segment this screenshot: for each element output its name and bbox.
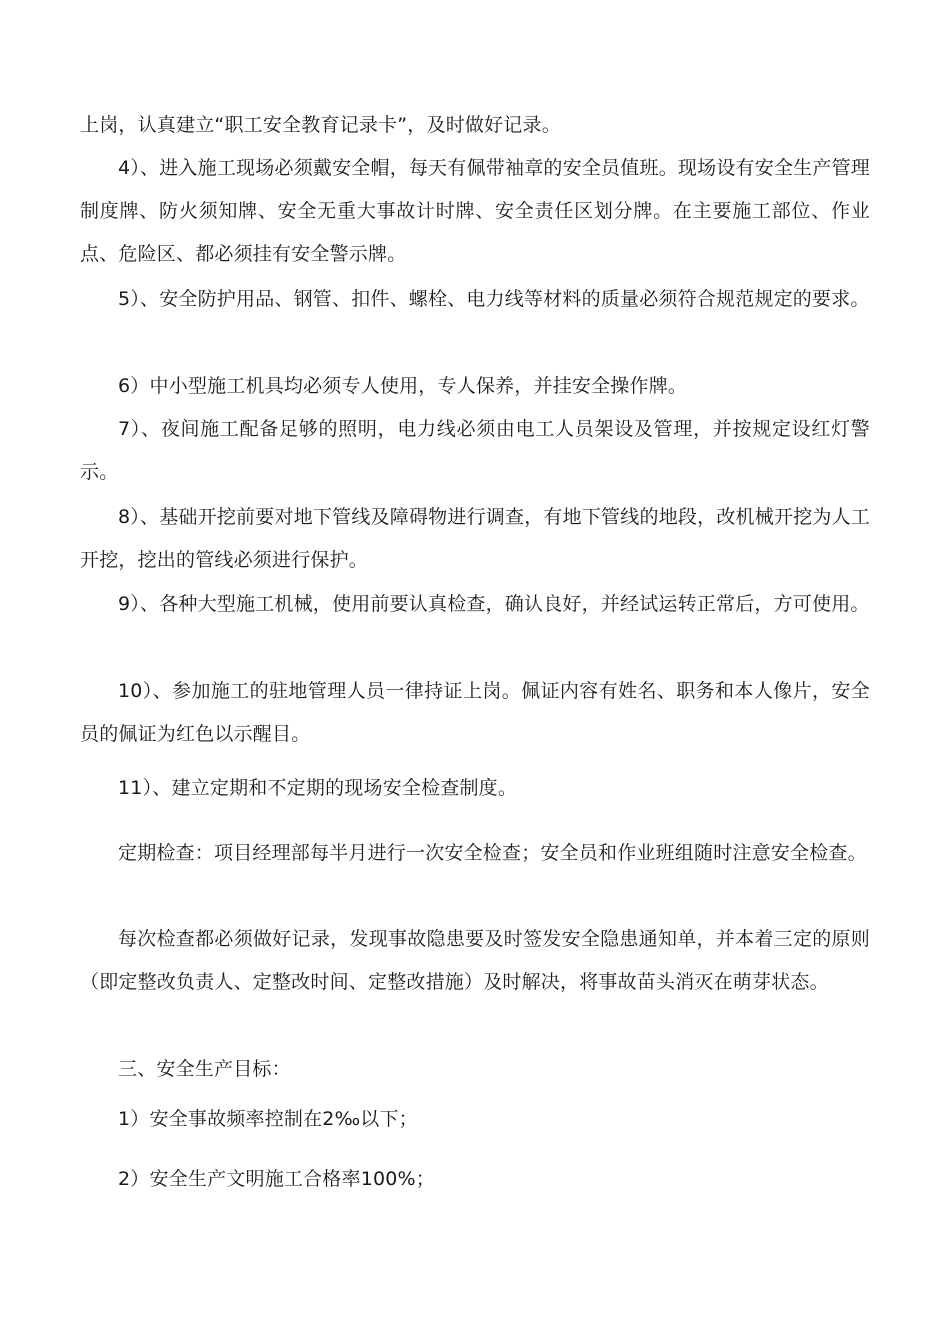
paragraph-item-8: 8）、基础开挖前要对地下管线及障碍物进行调查，有地下管线的地段，改机械开挖为人工开挖，挖出的管线必须进行保护。 [80, 506, 870, 571]
paragraph-item-11: 11）、建立定期和不定期的现场安全检查制度。 [118, 777, 518, 799]
section-heading-safety-goals: 三、安全生产目标： [118, 1058, 291, 1080]
goal-item-2: 2）安全生产文明施工合格率100%； [118, 1168, 436, 1190]
paragraph-continuation: 上岗，认真建立“职工安全教育记录卡”，及时做好记录。 [80, 114, 561, 136]
paragraph-item-4: 4）、进入施工现场必须戴安全帽，每天有佩带袖章的安全员值班。现场设有安全生产管理制度牌、防火须知牌、安全无重大事故计时牌、安全责任区划分牌。在主要施工部位、作业点、危险区、都必须挂有安全警示牌。 [80, 157, 870, 265]
paragraph-item-7: 7）、夜间施工配备足够的照明，电力线必须由电工人员架设及管理，并按规定设红灯警示。 [80, 418, 870, 483]
goal-item-1: 1）安全事故频率控制在2‰以下； [118, 1108, 418, 1130]
paragraph-item-10: 10）、参加施工的驻地管理人员一律持证上岗。佩证内容有姓名、职务和本人像片，安全员的佩证为红色以示醒目。 [80, 680, 870, 745]
paragraph-item-6: 6）中小型施工机具均必须专人使用，专人保养，并挂安全操作牌。 [118, 375, 688, 397]
paragraph-inspection-records: 每次检查都必须做好记录，发现事故隐患要及时签发安全隐患通知单，并本着三定的原则（即定整改负责人、定整改时间、定整改措施）及时解决，将事故苗头消灭在萌芽状态。 [80, 928, 870, 993]
paragraph-item-5: 5）、安全防护用品、钢管、扣件、螺栓、电力线等材料的质量必须符合规范规定的要求。 [118, 288, 870, 310]
paragraph-regular-inspection: 定期检查：项目经理部每半月进行一次安全检查；安全员和作业班组随时注意安全检查。 [118, 842, 867, 864]
paragraph-item-9: 9）、各种大型施工机械，使用前要认真检查，确认良好，并经试运转正常后，方可使用。 [118, 593, 870, 615]
